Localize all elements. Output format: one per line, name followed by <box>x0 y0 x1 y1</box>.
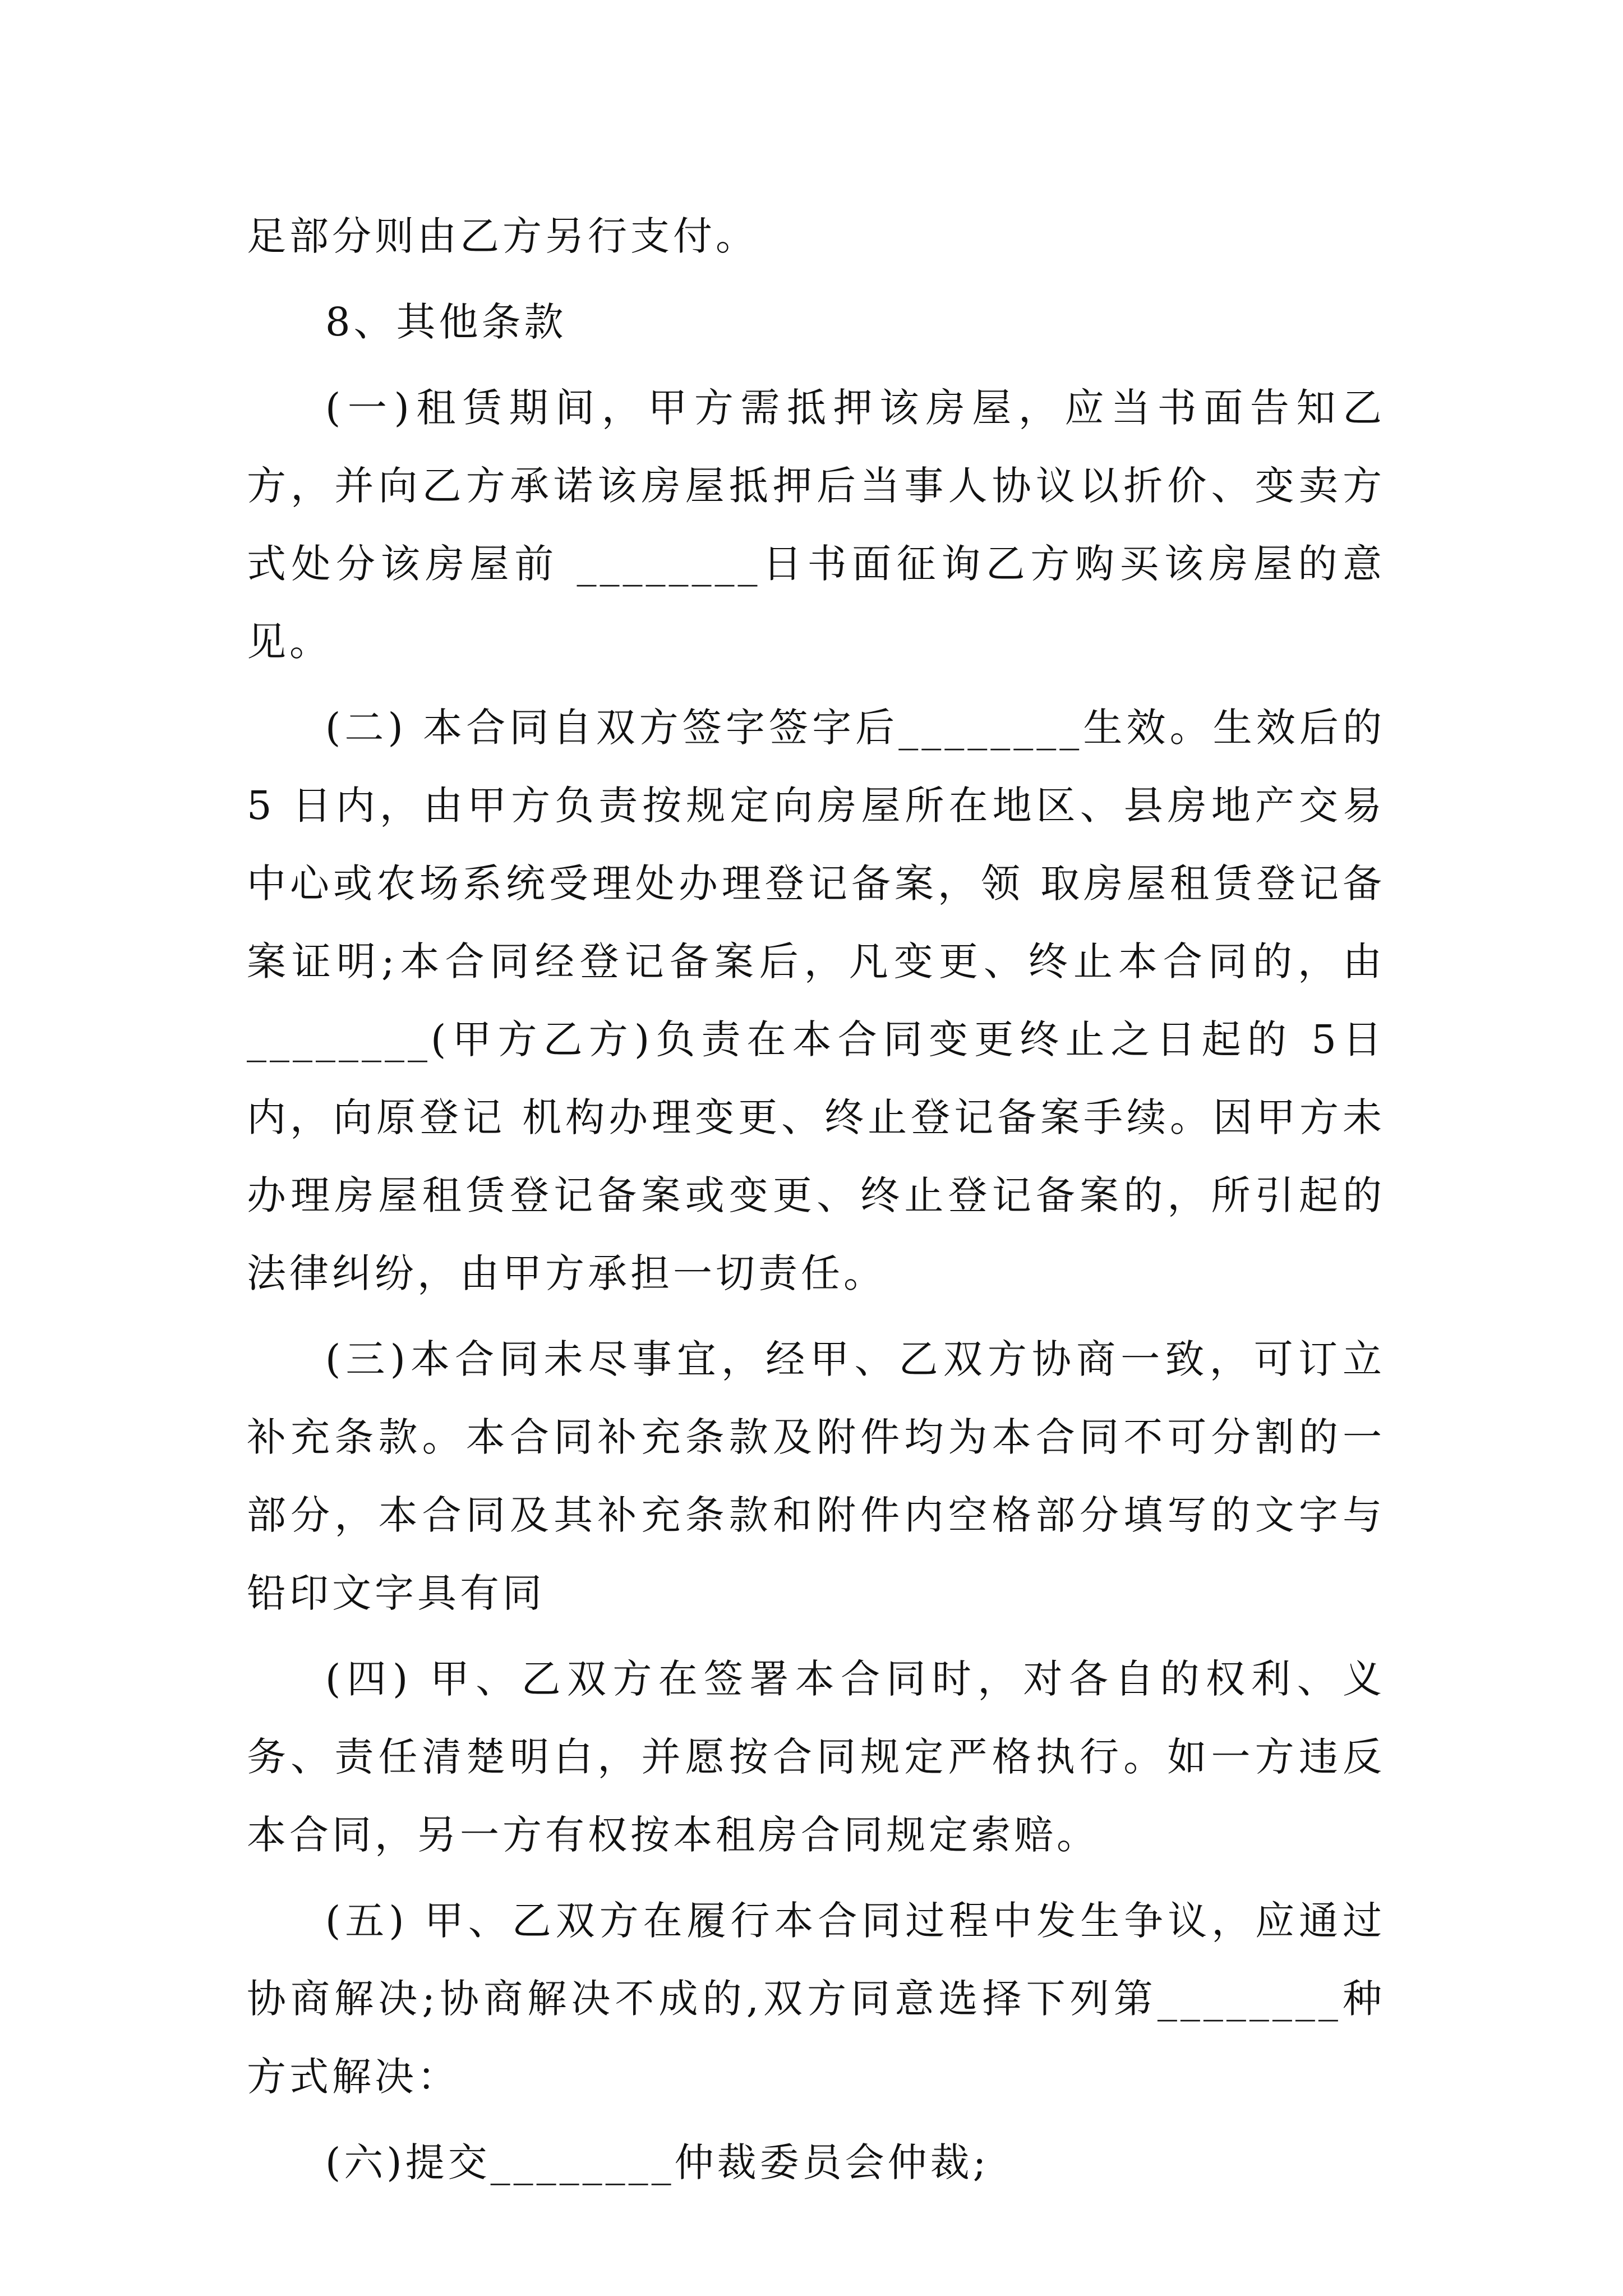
clause-2-effectiveness-registration: (二) 本合同自双方签字签字后________生效。生效后的 5 日内，由甲方负责按规定向房屋所在地区、县房地产交易中心或农场系统受理处办理登记备案，领 取房屋租赁登记备案证明;本合同经登记备案后，凡变更、终止本合同的，由________(甲方乙方)负责在本合同变更终止之日起的 5日内，向原登记 机构办理变更、终止登记备案手续。因甲方未办理房屋租赁登记备案或变更、终止登记备案的，所引起的法律纠纷，由甲方承担一切责任。 <box>247 705 1385 1296</box>
clause-3-supplementary-terms: (三)本合同未尽事宜，经甲、乙双方协商一致，可订立补充条款。本合同补充条款及附件均为本合同不可分割的一部分，本合同及其补充条款和附件内空格部分填写的文字与铅印文字具有同 <box>247 1336 1385 1616</box>
clause-6-arbitration: (六)提交________仲裁委员会仲裁; <box>325 2139 990 2185</box>
clause-4-rights-obligations: (四) 甲、乙双方在签署本合同时，对各自的权利、义务、责任清楚明白，并愿按合同规定严格执行。如一方违反本合同，另一方有权按本租房合同规定索赔。 <box>247 1656 1385 1858</box>
section-heading-other-terms: 8、其他条款 <box>325 299 567 345</box>
contract-text <box>247 197 1385 2202</box>
clause-5-dispute-resolution: (五) 甲、乙双方在履行本合同过程中发生争议，应通过协商解决;协商解决不成的,双方同意选择下列第________种方式解决： <box>247 1898 1385 2100</box>
clause-1-mortgage: (一)租赁期间，甲方需抵押该房屋，应当书面告知乙方，并向乙方承诺该房屋抵押后当事人协议以折价、变卖方式处分该房屋前 ________日书面征询乙方购买该房屋的意见。 <box>247 385 1385 665</box>
paragraph-continuation: 足部分则由乙方另行支付。 <box>247 213 758 259</box>
